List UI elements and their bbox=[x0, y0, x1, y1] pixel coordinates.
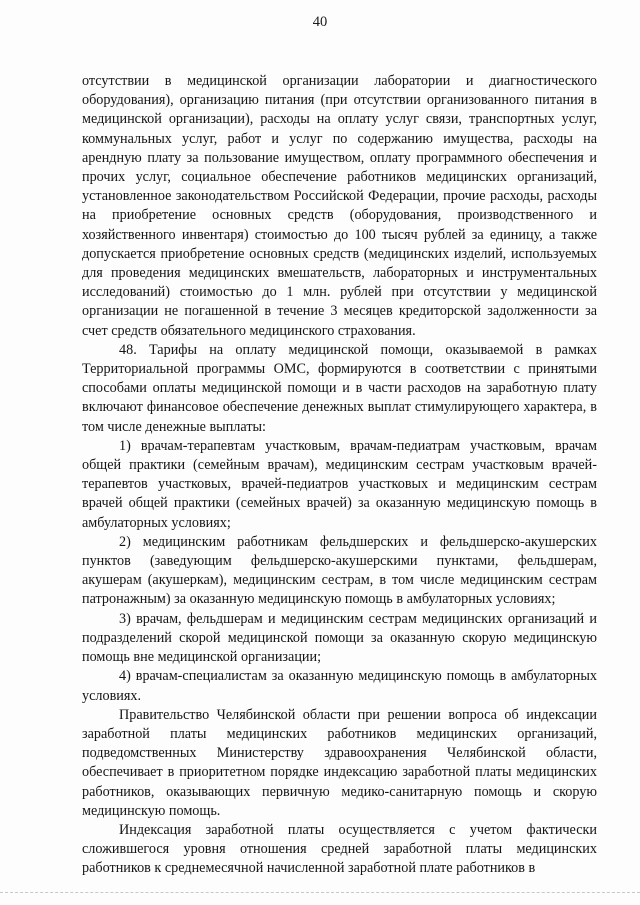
list-item-4: 4) врачам-специалистам за оказанную медицинскую помощь в амбулаторных условиях. bbox=[82, 668, 597, 704]
scan-edge-line bbox=[0, 892, 640, 895]
paragraph-item-48: 48. Тарифы на оплату медицинской помощи, оказываемой в рамках Территориальной программы ОМС, формируются в соответствии с принятыми способами оплаты медицинской помощи и в части расходов на заработную плату включают финансовое обеспечение денежных выплат стимулирующего характера, в том числе денежные выплаты: bbox=[82, 341, 597, 435]
list-item-1: 1) врачам-терапевтам участковым, врачам-педиатрам участковым, врачам общей практики (семейным врачам), медицинским сестрам участковым врачей-терапевтов участковых, врачей-педиатров участковых и медицинским сестрам врачей общей практики (семейных врачей) за оказанную медицинскую помощь в амбулаторных условиях; bbox=[82, 437, 597, 531]
paragraph-government: Правительство Челябинской области при решении вопроса об индексации заработной платы медицинских работников медицинских организаций, подведомственных Министерству здравоохранения Челябинской области, обеспечивает в приоритетном порядке индексацию заработной платы медицинских работников, оказывающих первичную медико-санитарную помощь и скорую медицинскую помощь. bbox=[82, 706, 597, 819]
list-item-2: 2) медицинским работникам фельдшерских и фельдшерско-акушерских пунктов (заведующим фельдшерско-акушерскими пунктами, фельдшерам, акушерам (акушеркам), медицинским сестрам, в том числе медицинским сестрам патронажным) за оказанную медицинскую помощь в амбулаторных условиях; bbox=[82, 533, 597, 608]
paragraph-continuation: отсутствии в медицинской организации лаборатории и диагностического оборудования), организацию питания (при отсутствии организованного питания в медицинской организации), расходы на оплату услуг связи, транспортных услуг, коммунальных услуг, работ и услуг по содержанию имущества, расходы на арендную плату за пользование имуществом, оплату программного обеспечения и прочих услуг, социальное обеспечение работников медицинских организаций, установленное законодательством Российской Федерации, прочие расходы, расходы на приобретение основных средств (оборудования, производственного и хозяйственного инвентаря) стоимостью до 100 тысяч рублей за единицу, а также допускается приобретение основных средств (медицинских изделий, используемых для проведения медицинских вмешательств, лабораторных и инструментальных исследований) стоимостью до 1 млн. рублей при отсутствии у медицинской организации не погашенной в течение 3 месяцев кредиторской задолженности за счет средств обязательного медицинского страхования. bbox=[82, 73, 597, 339]
document-body bbox=[82, 72, 597, 879]
page-number: 40 bbox=[312, 14, 328, 30]
list-item-3: 3) врачам, фельдшерам и медицинским сестрам медицинских организаций и подразделений скорой медицинской помощи за оказанную скорую медицинскую помощь вне медицинской организации; bbox=[82, 610, 597, 666]
paragraph-indexation: Индексация заработной платы осуществляется с учетом фактически сложившегося уровня отношения средней заработной платы медицинских работников к среднемесячной начисленной заработной плате работников в bbox=[82, 821, 597, 877]
